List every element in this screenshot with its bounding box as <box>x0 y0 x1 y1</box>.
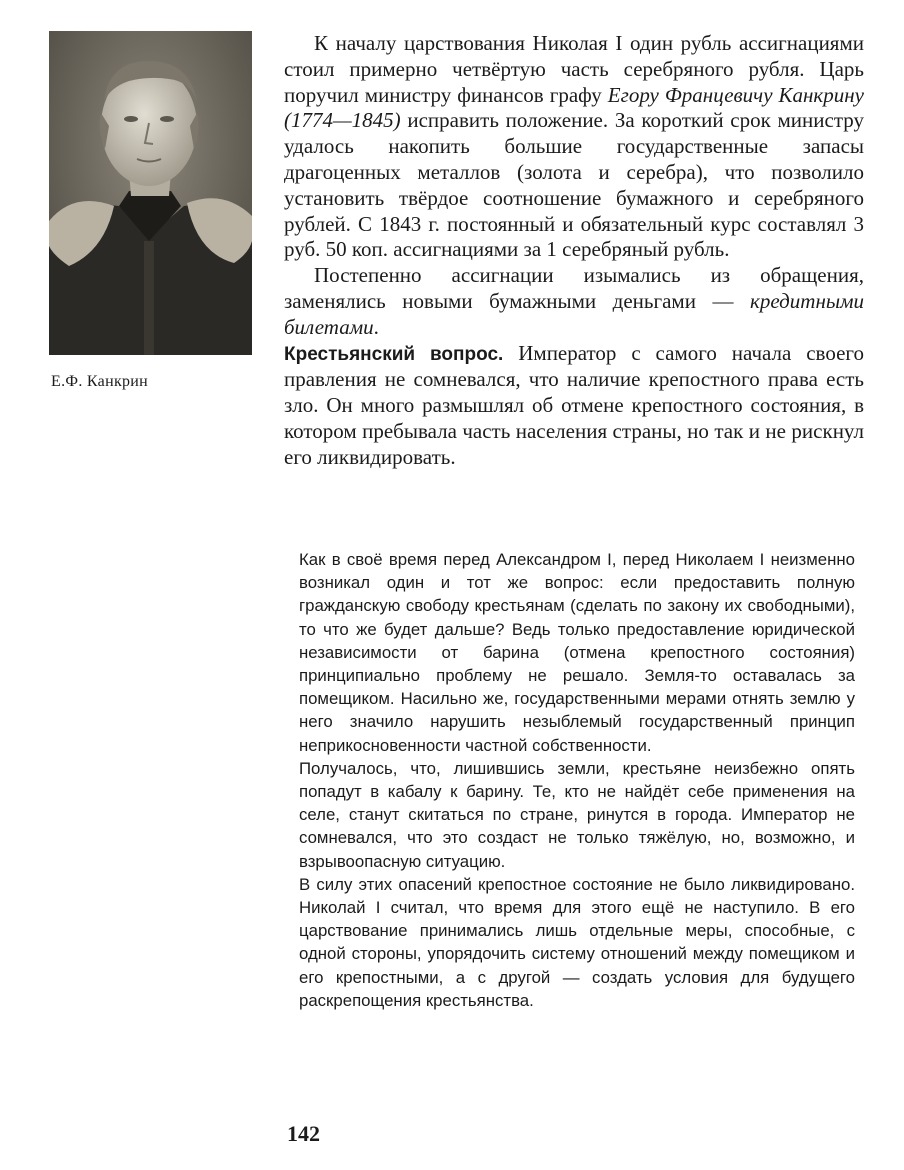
portrait-caption: Е.Ф. Канкрин <box>51 373 149 390</box>
box-paragraph-3: В силу этих опасений крепостное состояние не было ликвидировано. Николай I считал, что время для этого ещё не наступило. В его царствование принимались лишь отдельные меры, способные, с одной стороны, упорядочить систему отношений между помещиком и его крепостными, а с другой — создать условия для будущего раскрепощения крестьянства. <box>299 874 855 1010</box>
term-credit-notes: кредитными билетами <box>284 288 864 339</box>
sidebar-text-block <box>299 548 855 1012</box>
box-paragraph-2: Получалось, что, лишившись земли, крестьяне неизбежно опять попадут в кабалу к барину. Те, кто не найдёт себе применения на селе, станут скитаться по стране, ринутся в города. Император не сомневался, что это создаст не только тяжёлую, но, возможно, и взрывоопасную ситуацию. <box>299 758 855 871</box>
box-paragraph-1: Как в своё время перед Александром I, перед Николаем I неизменно возникал один и тот же вопрос: если предоставить полную гражданскую свободу крестьянам (сделать по закону их свободными), то что же будет дальше? Ведь только предоставление юридической независимости от барина (отмена крепостного состояния) принципиально проблему не решало. Земля-то оставалась за помещиком. Насильно же, государственными мерами отнять землю у него значило нарушить незыблемый государственный принцип неприкосновенности частной собственности. <box>299 550 855 755</box>
paragraph-peasant-question: Крестьянский вопрос. Император с самого начала своего правления не сомневался, что наличие крепостного права есть зло. Он много размышлял об отмене крепостного состояния, в котором пребывала часть населения страны, но так и не рискнул его ликвидировать. <box>284 340 864 469</box>
kankrin-name: Егору Францевичу Канкрину (1774—1845) <box>284 82 864 133</box>
main-text <box>284 31 864 471</box>
section-heading: Крестьянский вопрос. <box>284 343 504 365</box>
portrait-kankrin <box>49 31 252 355</box>
page-number: 142 <box>287 1121 320 1146</box>
paragraph-currency: К началу царствования Николая I один рубль ассигнациями стоил примерно четвёртую часть серебряного рубля. Царь поручил министру финансов графу Егору Францевичу Канкрину (1774—1845) исправить положение. За короткий срок министру удалось накопить большие государственные запасы драгоценных металлов (золота и серебра), что позволило установить твёрдое соотношение бумажного и серебряного рублей. С 1843 г. постоянный и обязательный курс составлял 3 руб. 50 коп. ассигнациями за 1 серебряный рубль. <box>284 31 864 262</box>
paragraph-credit-notes: Постепенно ассигнации изымались из обращения, заменялись новыми бумажными деньгами — кредитными билетами. <box>284 263 864 339</box>
